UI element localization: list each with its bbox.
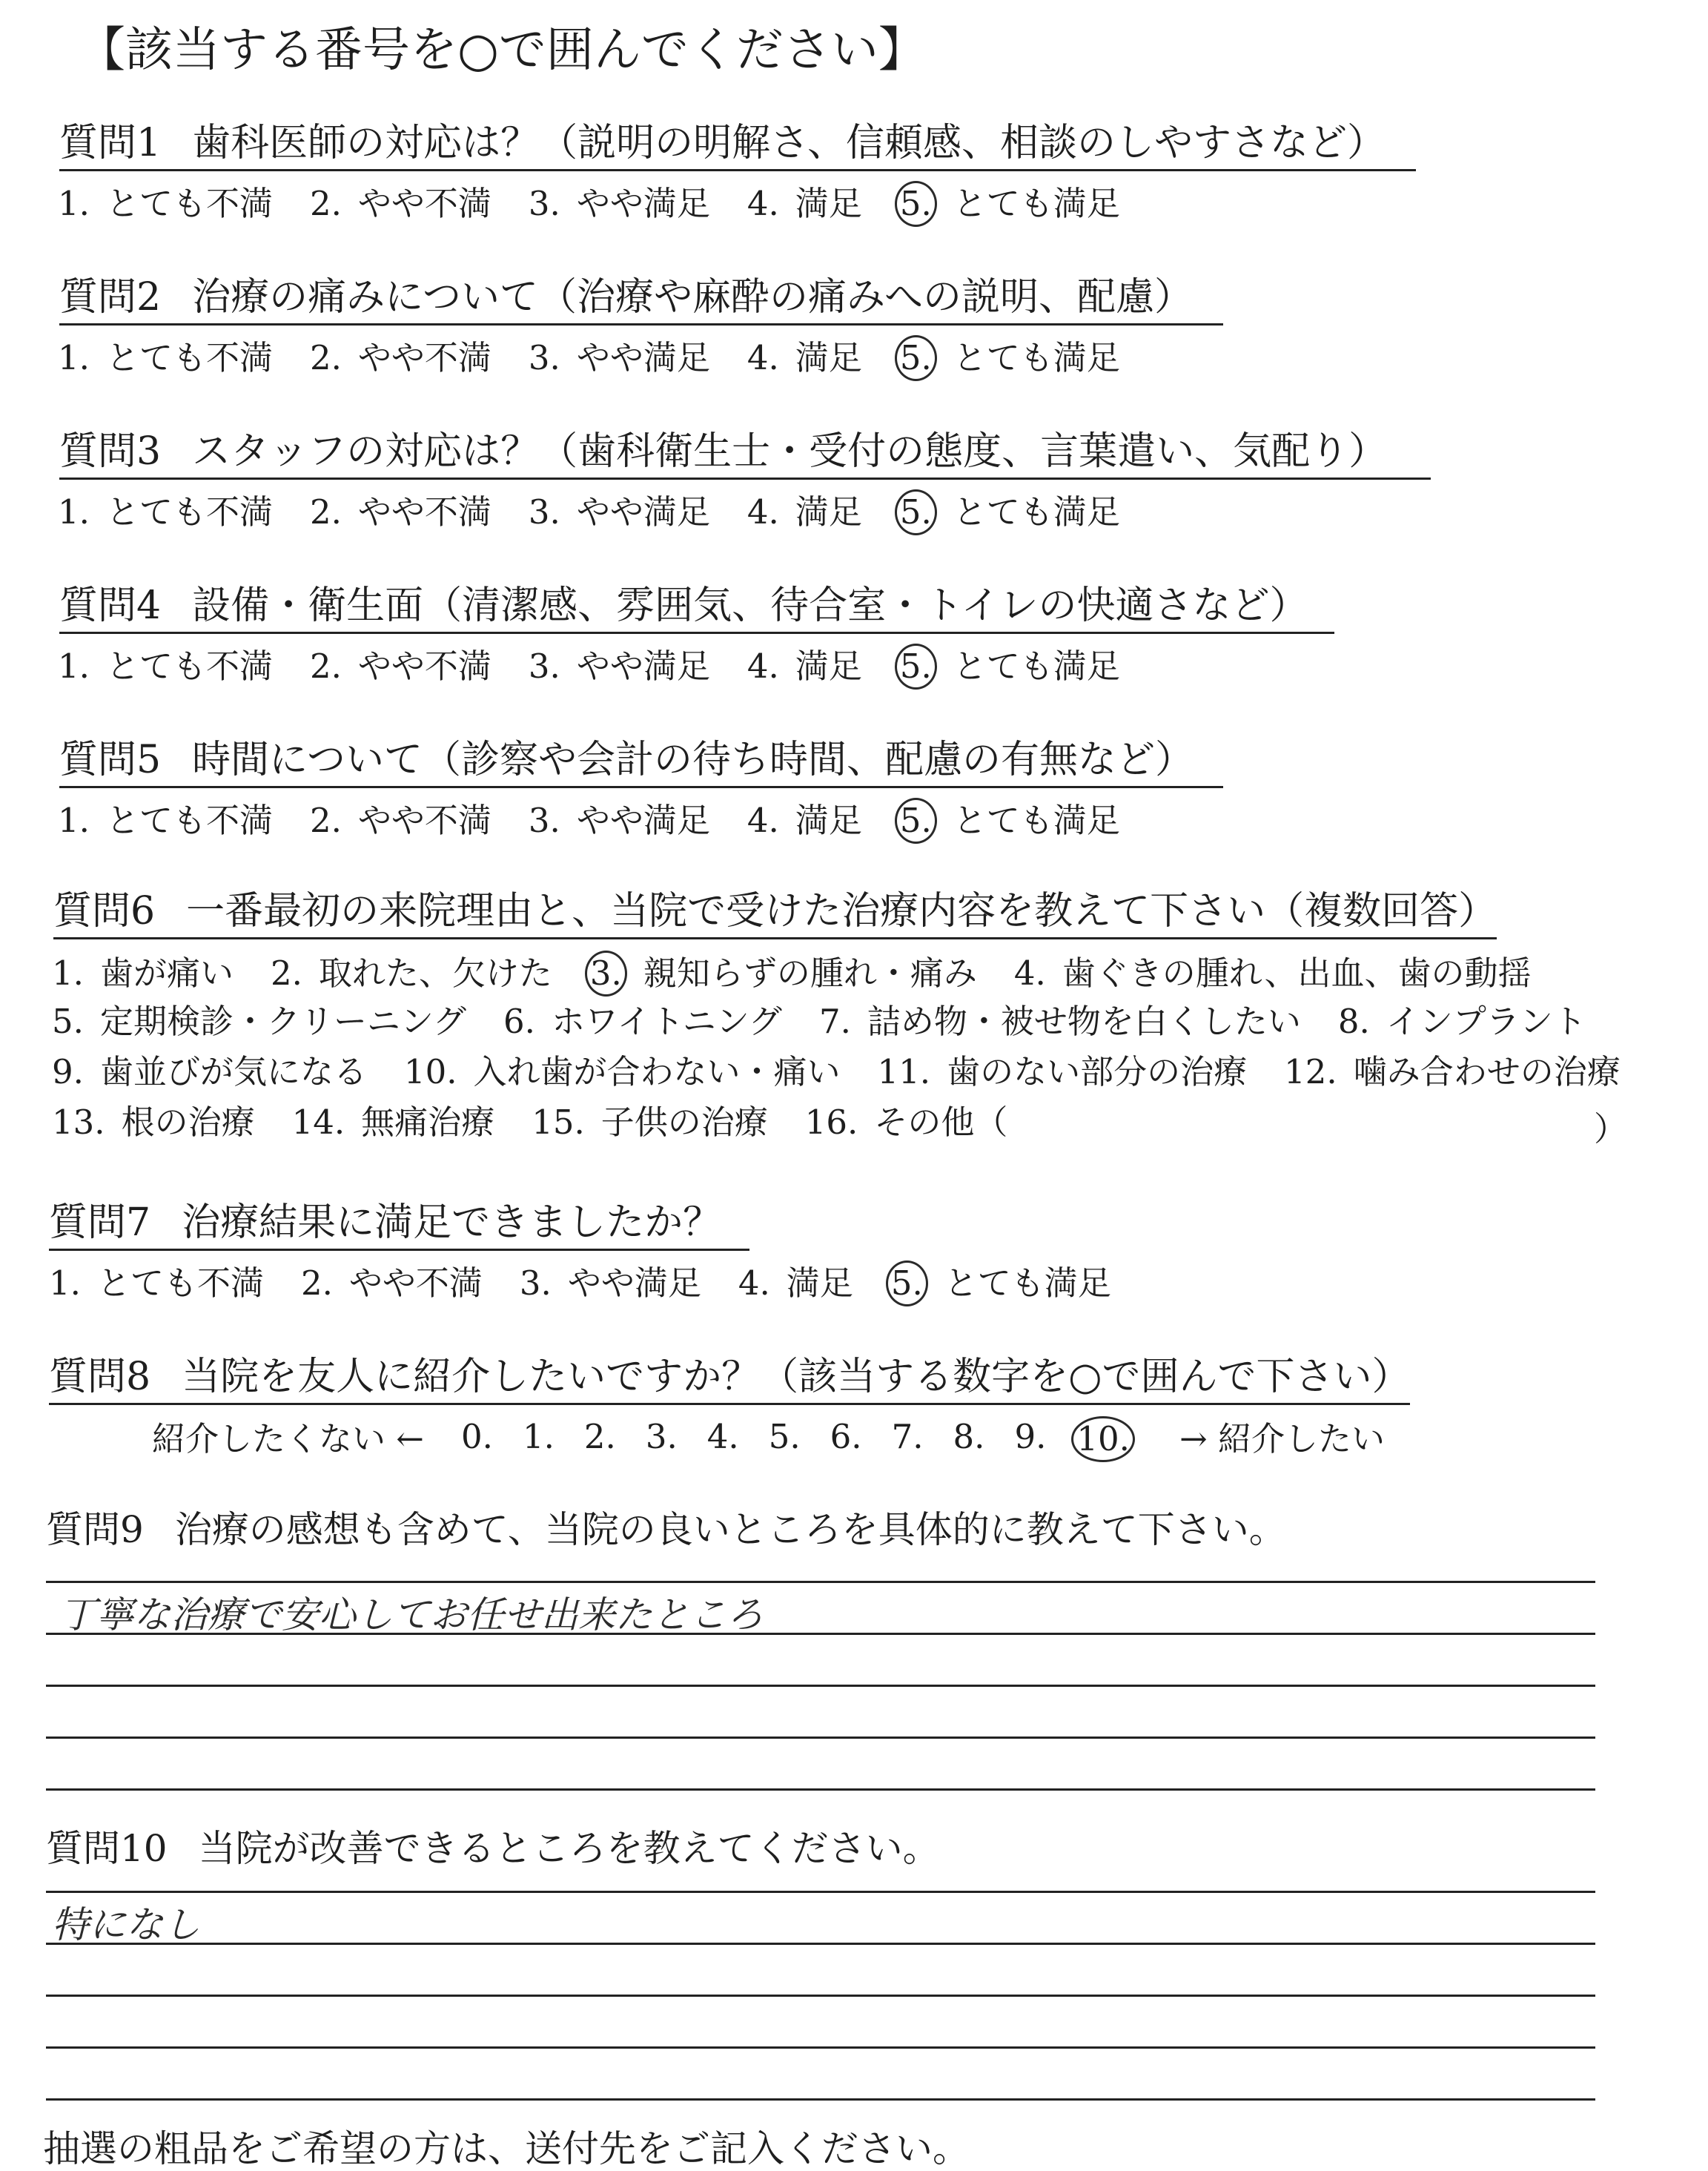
option-label: 歯が痛い	[99, 954, 234, 993]
option-label: とても不満	[105, 492, 273, 532]
scale-number-0[interactable]	[461, 1416, 523, 1462]
option-label: 満足	[795, 338, 862, 377]
option-label: 無痛治療	[361, 1103, 495, 1142]
option-number: 5.	[52, 1002, 84, 1041]
answer-option-3[interactable]	[529, 800, 710, 842]
option-label: やや不満	[357, 801, 491, 840]
option-label: 根の治療	[121, 1103, 255, 1142]
question-label: 質問4	[59, 584, 162, 628]
question-5-title	[59, 737, 1223, 788]
scale-number-6[interactable]	[830, 1416, 892, 1462]
question-6-row	[52, 951, 1569, 997]
option-number: 2.	[309, 647, 342, 686]
answer-line	[46, 1995, 1595, 1997]
option-number: 1.	[58, 184, 90, 223]
option-number: 2.	[309, 338, 342, 377]
scale-number-value: 0.	[461, 1417, 493, 1456]
option-label: とても満足	[953, 184, 1120, 223]
question-text: 治療の痛みについて（治療や麻酔の痛みへの説明、配慮）	[192, 275, 1194, 320]
question-label: 質問3	[59, 429, 162, 474]
option-label: 子供の治療	[600, 1103, 768, 1142]
answer-option-3[interactable]	[529, 646, 710, 687]
option-number: 9.	[52, 1052, 84, 1091]
option-label: やや満足	[576, 492, 710, 532]
question-text: 歯科医師の対応は？（説明の明解さ、信頼感、相談のしやすさなど）	[192, 121, 1386, 165]
question-6-title	[53, 888, 1497, 939]
question-6-row	[52, 1102, 1045, 1143]
question-label: 質問6	[53, 889, 156, 934]
question-label: 質問7	[49, 1200, 151, 1245]
answer-option-1[interactable]	[58, 800, 273, 842]
question-text: 当院が改善できるところを教えてください。	[198, 1827, 940, 1870]
option-label: やや満足	[576, 647, 710, 686]
option-number: 5.	[895, 798, 937, 844]
option-number: 3.	[528, 338, 560, 377]
question-1-options	[58, 181, 1157, 227]
option-number: 1.	[58, 801, 90, 840]
option-number: 3.	[519, 1263, 552, 1303]
answer-option-2[interactable]	[310, 646, 491, 687]
option-3[interactable]	[589, 951, 977, 997]
option-number: 4.	[1013, 954, 1046, 993]
answer-option-3[interactable]	[529, 492, 710, 533]
option-9[interactable]	[52, 1051, 367, 1093]
option-11[interactable]	[878, 1051, 1248, 1093]
option-number: 4.	[747, 184, 779, 223]
answer-line	[46, 1581, 1595, 1583]
answer-option-5[interactable]	[899, 489, 1120, 535]
other-close-paren: ）	[1594, 1109, 1628, 1149]
scale-number-1[interactable]	[523, 1416, 584, 1462]
scale-number-3[interactable]	[646, 1416, 707, 1462]
question-label: 質問9	[46, 1508, 144, 1551]
option-number: 4.	[747, 801, 779, 840]
option-number: 3.	[528, 801, 560, 840]
option-label: 満足	[795, 492, 862, 532]
answer-line	[46, 1685, 1595, 1687]
option-number: 3.	[528, 492, 560, 532]
scale-number-value: 3.	[645, 1417, 678, 1456]
answer-option-5[interactable]	[899, 181, 1120, 227]
option-label: 取れた、欠けた	[318, 954, 552, 993]
option-number: 13.	[52, 1103, 105, 1142]
option-label: とても不満	[105, 338, 273, 377]
option-label: とても不満	[105, 801, 273, 840]
option-label: やや不満	[357, 647, 491, 686]
footer-note: 抽選の粗品をご希望の方は、送付先をご記入ください。	[43, 2127, 970, 2170]
answer-line	[46, 2046, 1595, 2049]
scale-number-value: 10.	[1071, 1416, 1135, 1462]
question-text: 治療の感想も含めて、当院の良いところを具体的に教えて下さい。	[174, 1508, 1286, 1551]
option-label: とても満足	[953, 647, 1120, 686]
option-label: とても満足	[953, 338, 1120, 377]
answer-option-2[interactable]	[310, 800, 491, 842]
option-label: 歯ぐきの腫れ、出血、歯の動揺	[1062, 954, 1532, 993]
answer-option-3[interactable]	[520, 1263, 701, 1304]
question-4-options	[58, 644, 1157, 690]
question-6-row	[52, 1001, 1623, 1042]
answer-line	[46, 1943, 1595, 1945]
option-16[interactable]	[805, 1102, 1008, 1143]
question-9-title	[46, 1507, 1286, 1553]
answer-option-1[interactable]	[49, 1263, 264, 1304]
answer-option-4[interactable]	[747, 183, 862, 225]
answer-option-4[interactable]	[747, 800, 862, 842]
scale-numbers	[461, 1416, 1165, 1462]
answer-option-1[interactable]	[58, 646, 273, 687]
option-label: とても満足	[953, 492, 1120, 532]
option-label: インプラント	[1386, 1002, 1586, 1041]
answer-option-5[interactable]	[899, 335, 1120, 381]
scale-number-value: 4.	[706, 1417, 739, 1456]
option-label: とても満足	[944, 1263, 1111, 1303]
option-label: 噛み合わせの治療	[1353, 1052, 1621, 1091]
option-label: その他（	[874, 1103, 1008, 1142]
option-number: 2.	[309, 184, 342, 223]
answer-line	[46, 1737, 1595, 1739]
option-1[interactable]	[52, 953, 234, 994]
question-label: 質問1	[59, 121, 162, 165]
scale-number-5[interactable]	[769, 1416, 830, 1462]
scale-number-4[interactable]	[707, 1416, 769, 1462]
option-number: 6.	[503, 1002, 535, 1041]
question-10-title	[46, 1825, 940, 1871]
option-number: 5.	[895, 181, 937, 227]
question-5-options	[58, 798, 1157, 844]
answer-option-5[interactable]	[899, 644, 1120, 690]
option-number: 5.	[895, 644, 937, 690]
option-number: 1.	[52, 954, 84, 993]
question-7-title	[49, 1200, 749, 1251]
option-label: 満足	[795, 801, 862, 840]
question-3-options	[58, 489, 1157, 535]
question-2-title	[59, 274, 1223, 326]
option-label: やや不満	[357, 184, 491, 223]
scale-number-10[interactable]	[1076, 1416, 1165, 1462]
question-text: 時間について（診察や会計の待ち時間、配慮の有無など）	[192, 738, 1194, 782]
option-number: 15.	[532, 1103, 585, 1142]
question-6-row	[52, 1051, 1658, 1093]
scale-number-value: 9.	[1014, 1417, 1047, 1456]
option-number: 5.	[895, 489, 937, 535]
scale-number-value: 6.	[830, 1417, 862, 1456]
question-text: スタッフの対応は？（歯科衛生士・受付の態度、言葉遣い、気配り）	[192, 429, 1388, 474]
answer-option-4[interactable]	[747, 492, 862, 533]
option-7[interactable]	[819, 1001, 1301, 1042]
option-label: やや不満	[348, 1263, 483, 1303]
option-label: 詰め物・被せ物を白くしたい	[867, 1002, 1301, 1041]
option-13[interactable]	[52, 1102, 255, 1143]
option-label: 満足	[786, 1263, 853, 1303]
question-3-title	[59, 429, 1431, 480]
answer-option-3[interactable]	[529, 183, 710, 225]
question-label: 質問5	[59, 738, 162, 782]
scale-number-8[interactable]	[953, 1416, 1015, 1462]
option-label: とても不満	[105, 647, 273, 686]
option-number: 10.	[403, 1052, 457, 1091]
option-label: やや満足	[576, 801, 710, 840]
option-10[interactable]	[404, 1051, 841, 1093]
option-label: とても不満	[105, 184, 273, 223]
option-number: 2.	[309, 801, 342, 840]
scale-number-value: 8.	[953, 1417, 985, 1456]
answer-line	[46, 1633, 1595, 1635]
option-label: やや不満	[357, 492, 491, 532]
scale-number-2[interactable]	[584, 1416, 646, 1462]
option-number: 1.	[58, 338, 90, 377]
question-9-answer[interactable]: 丁寧な治療で安心してお任せ出来たところ	[59, 1593, 764, 1636]
option-number: 7.	[818, 1002, 851, 1041]
option-number: 5.	[886, 1260, 928, 1306]
option-number: 4.	[747, 338, 779, 377]
option-number: 14.	[291, 1103, 345, 1142]
option-14[interactable]	[292, 1102, 495, 1143]
answer-option-1[interactable]	[58, 183, 273, 225]
option-label: とても不満	[96, 1263, 264, 1303]
question-10-answer[interactable]: 特になし	[52, 1903, 200, 1946]
option-12[interactable]	[1284, 1051, 1621, 1093]
question-label: 質問2	[59, 275, 162, 320]
scale-number-value: 5.	[768, 1417, 801, 1456]
answer-line	[46, 1788, 1595, 1791]
option-4[interactable]	[1014, 953, 1532, 994]
answer-option-3[interactable]	[529, 337, 710, 379]
option-5[interactable]	[52, 1001, 466, 1042]
option-2[interactable]	[271, 953, 552, 994]
option-label: 歯のない部分の治療	[947, 1052, 1248, 1091]
option-number: 3.	[528, 184, 560, 223]
option-label: とても満足	[953, 801, 1120, 840]
option-label: やや不満	[357, 338, 491, 377]
question-label: 質問8	[49, 1355, 151, 1399]
answer-option-4[interactable]	[747, 646, 862, 687]
answer-option-5[interactable]	[890, 1260, 1111, 1306]
option-number: 3.	[528, 647, 560, 686]
option-number: 1.	[58, 492, 90, 532]
question-8-title	[49, 1354, 1410, 1405]
option-number: 1.	[58, 647, 90, 686]
option-label: 満足	[795, 184, 862, 223]
option-label: 満足	[795, 647, 862, 686]
option-number: 2.	[270, 954, 302, 993]
scale-left-label: 紹介したくない ←	[152, 1419, 425, 1458]
option-label: ホワイトニング	[551, 1002, 782, 1041]
form-header: 【該当する番号を○で囲んでください】	[78, 23, 926, 78]
answer-option-1[interactable]	[58, 337, 273, 379]
question-4-title	[59, 583, 1334, 634]
answer-option-2[interactable]	[301, 1263, 483, 1304]
answer-line	[46, 2098, 1595, 2101]
scale-right-label: → 紹介したい	[1179, 1419, 1385, 1458]
scale-number-value: 2.	[583, 1417, 616, 1456]
question-2-options	[58, 335, 1157, 381]
question-1-title	[59, 120, 1416, 171]
option-label: 歯並びが気になる	[99, 1052, 367, 1091]
option-number: 3.	[585, 951, 627, 997]
answer-option-5[interactable]	[899, 798, 1120, 844]
option-15[interactable]	[532, 1102, 768, 1143]
option-label: 入れ歯が合わない・痛い	[473, 1052, 841, 1091]
option-label: 定期検診・クリーニング	[99, 1002, 467, 1041]
question-label: 質問10	[46, 1827, 168, 1870]
question-text: 設備・衛生面（清潔感、雰囲気、待合室・トイレの快適さなど）	[192, 584, 1308, 628]
option-number: 2.	[300, 1263, 333, 1303]
option-number: 4.	[747, 647, 779, 686]
option-number: 2.	[309, 492, 342, 532]
option-number: 4.	[738, 1263, 770, 1303]
question-7-options	[49, 1260, 1148, 1306]
option-label: やや満足	[576, 338, 710, 377]
option-number: 12.	[1284, 1052, 1337, 1091]
answer-line	[46, 1891, 1595, 1893]
option-label: やや満足	[576, 184, 710, 223]
answer-option-1[interactable]	[58, 492, 273, 533]
option-number: 4.	[747, 492, 779, 532]
option-number: 1.	[49, 1263, 81, 1303]
scale-number-9[interactable]	[1014, 1416, 1076, 1462]
answer-option-4[interactable]	[738, 1263, 853, 1304]
option-number: 5.	[895, 335, 937, 381]
option-number: 11.	[877, 1052, 931, 1091]
scale-number-value: 7.	[891, 1417, 924, 1456]
option-number: 8.	[1337, 1002, 1370, 1041]
scale-number-7[interactable]	[892, 1416, 953, 1462]
option-6[interactable]	[503, 1001, 782, 1042]
scale-number-value: 1.	[522, 1417, 555, 1456]
option-8[interactable]	[1338, 1001, 1586, 1042]
option-label: やや満足	[567, 1263, 701, 1303]
question-text: 当院を友人に紹介したいですか？（該当する数字を○で囲んで下さい）	[182, 1355, 1411, 1399]
answer-option-4[interactable]	[747, 337, 862, 379]
question-text: 一番最初の来院理由と、当院で受けた治療内容を教えて下さい（複数回答）	[186, 889, 1497, 934]
option-label: 親知らずの腫れ・痛み	[643, 954, 977, 993]
option-number: 16.	[804, 1103, 858, 1142]
question-8-scale	[152, 1416, 1385, 1462]
answer-option-2[interactable]	[310, 183, 491, 225]
answer-option-2[interactable]	[310, 492, 491, 533]
question-text: 治療結果に満足できましたか？	[182, 1200, 722, 1245]
answer-option-2[interactable]	[310, 337, 491, 379]
